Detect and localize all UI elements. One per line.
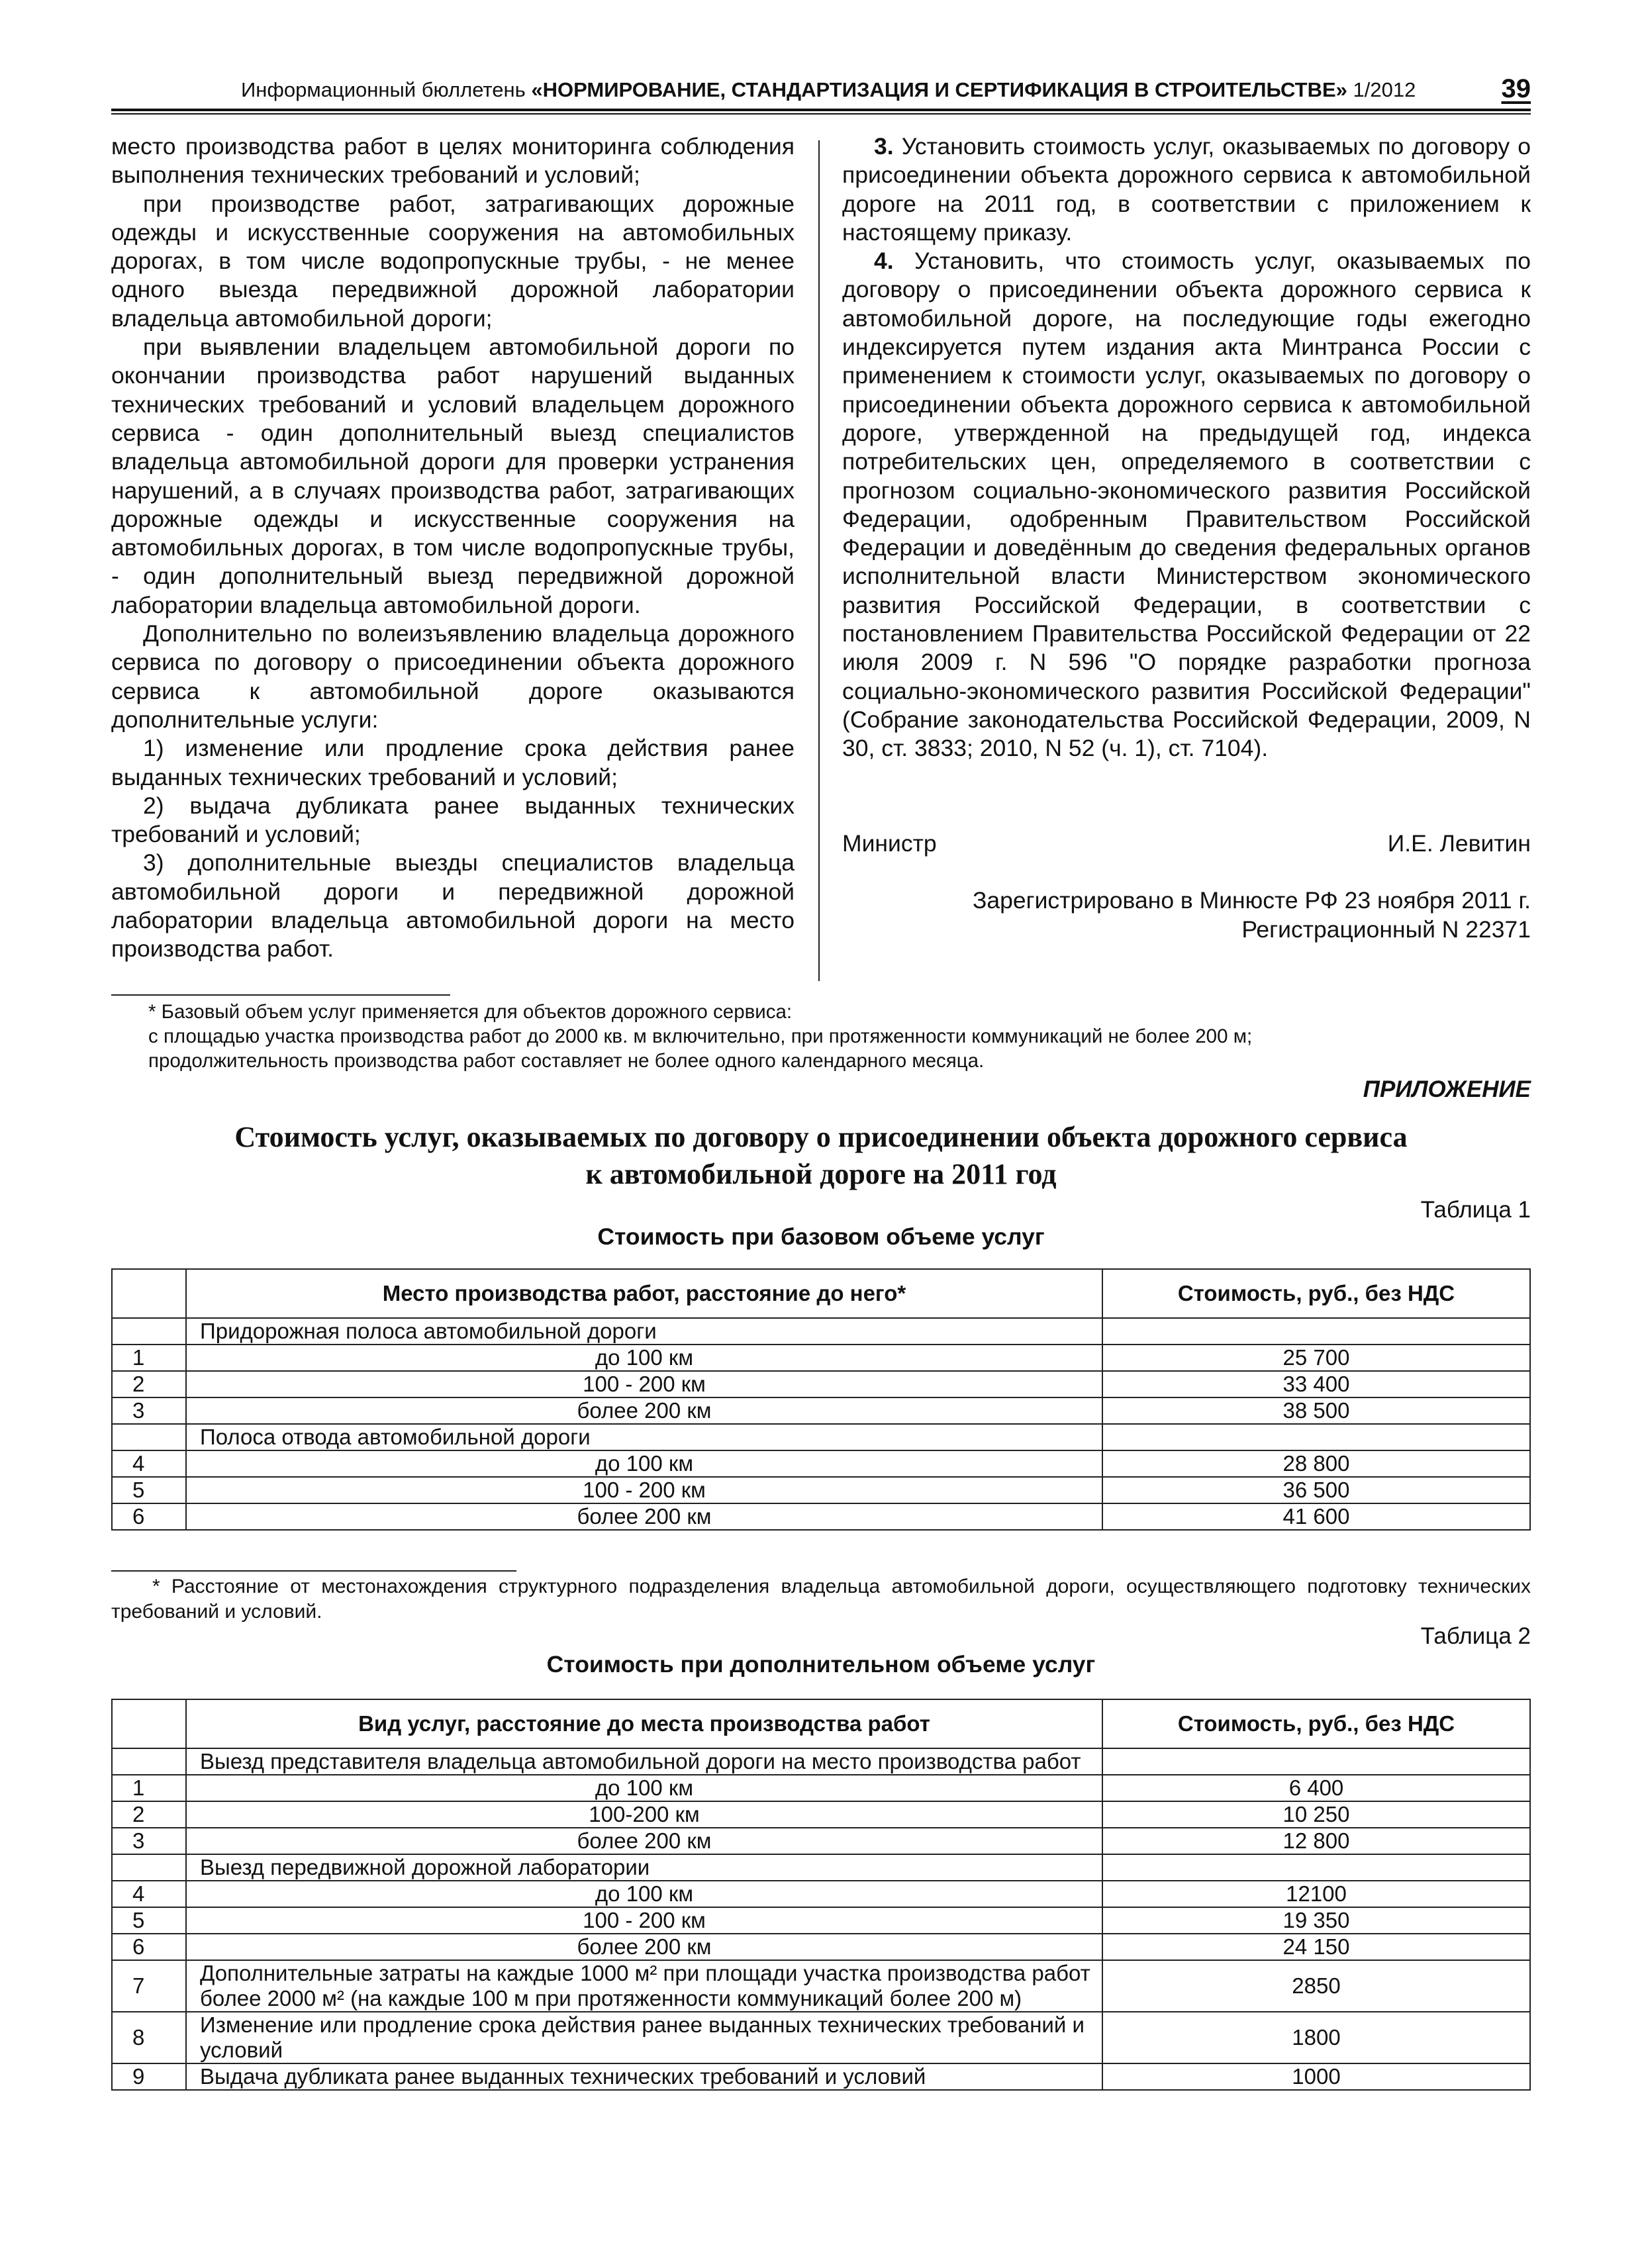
group-label: Выезд представителя владельца автомобильной дороги на место производства работ: [186, 1748, 1102, 1775]
footnote-line: с площадью участка производства работ до 2000 кв. м включительно, при протяженности коммуникаций не более 200 м;: [148, 1025, 1253, 1047]
group-label: Выезд передвижной дорожной лаборатории: [186, 1854, 1102, 1881]
row-description: Изменение или продление срока действия ранее выданных технических требований и условий: [186, 2012, 1102, 2063]
row-number: 5: [112, 1907, 186, 1934]
table-header-row: [112, 1269, 1530, 1318]
row-cost: 28 800: [1102, 1450, 1530, 1477]
footnote-separator: [111, 1570, 516, 1572]
footnote-base-volume: [148, 1000, 1532, 1073]
header-cost: Стоимость, руб., без НДС: [1102, 1269, 1530, 1318]
row-number: 1: [112, 1345, 186, 1371]
registration-number: Регистрационный N 22371: [1241, 916, 1531, 943]
table-row: [112, 1477, 1530, 1503]
table-row: [112, 1960, 1530, 2012]
header-cost: Стоимость, руб., без НДС: [1102, 1699, 1530, 1748]
table-row: [112, 1934, 1530, 1960]
row-cost: 41 600: [1102, 1503, 1530, 1530]
clause-3: [842, 132, 1531, 247]
footnote-line: * Базовый объем услуг применяется для объектов дорожного сервиса:: [148, 1001, 793, 1023]
table-base-cost: [111, 1268, 1531, 1531]
table-row: [112, 1881, 1530, 1907]
row-cost: 2850: [1102, 1960, 1530, 2012]
header-rule: [111, 109, 1531, 111]
table-row: [112, 2012, 1530, 2063]
footnote-distance: [111, 1574, 1531, 1625]
page-header: [111, 74, 1531, 109]
table-row: [112, 2063, 1530, 2090]
header-service: Вид услуг, расстояние до места производства работ: [186, 1699, 1102, 1748]
row-cost: 12 800: [1102, 1828, 1530, 1854]
row-cost: 36 500: [1102, 1477, 1530, 1503]
bulletin-issue: 1/2012: [1347, 78, 1416, 101]
signatory-name: И.Е. Левитин: [1387, 830, 1531, 857]
row-description: более 200 км: [186, 1397, 1102, 1424]
footnote-line: продолжительность производства работ составляет не более одного календарного месяца.: [148, 1050, 985, 1072]
table2-caption: Стоимость при дополнительном объеме услуг: [546, 1651, 1096, 1677]
row-number: 2: [112, 1371, 186, 1397]
signatory-position: Министр: [842, 830, 937, 857]
row-cost: [1102, 1748, 1530, 1775]
table-row: [112, 1503, 1530, 1530]
row-description: до 100 км: [186, 1881, 1102, 1907]
row-description: до 100 км: [186, 1775, 1102, 1801]
paragraph: при выявлении владельцем автомобильной дороги по окончании производства работ нарушений выданных технических требований и условий владельцем дорожного сервиса - один дополнительный выезд специалистов владельца автомобильной дороги для проверки устранения нарушений, а в случаях производства работ, затрагивающих дорожные одежды и искусственные сооружения на автомобильных дорогах, в том числе водопропускные трубы, - один дополнительный выезд передвижной дорожной лаборатории владельца автомобильной дороги.: [111, 334, 795, 618]
appendix-label: ПРИЛОЖЕНИЕ: [1363, 1076, 1531, 1102]
row-number: 2: [112, 1801, 186, 1828]
row-cost: [1102, 1854, 1530, 1881]
right-column: [842, 132, 1531, 763]
row-cost: [1102, 1424, 1530, 1450]
clause-number: 3.: [874, 133, 894, 160]
row-number: 5: [112, 1477, 186, 1503]
table-additional-cost: [111, 1699, 1531, 2091]
registration-date: Зарегистрировано в Минюсте РФ 23 ноября 2011 г.: [972, 887, 1531, 914]
row-cost: 19 350: [1102, 1907, 1530, 1934]
row-number: 1: [112, 1775, 186, 1801]
paragraph: 1) изменение или продление срока действия ранее выданных технических требований и условий;: [111, 735, 795, 790]
table1-caption: Стоимость при базовом объеме услуг: [597, 1223, 1045, 1250]
paragraph: место производства работ в целях мониторинга соблюдения выполнения технических требований и условий;: [111, 133, 795, 189]
row-cost: 1800: [1102, 2012, 1530, 2063]
table-group-row: [112, 1424, 1530, 1450]
table-row: [112, 1450, 1530, 1477]
table-row: [112, 1345, 1530, 1371]
table-row: [112, 1907, 1530, 1934]
group-label: Придорожная полоса автомобильной дороги: [186, 1318, 1102, 1345]
clause-4: [842, 247, 1531, 763]
footnote-text: * Расстояние от местонахождения структурного подразделения владельца автомобильной дороги, осуществляющего подготовку технических требований и условий.: [111, 1576, 1531, 1623]
paragraph: Дополнительно по волеизъявлению владельца дорожного сервиса по договору о присоединении объекта дорожного сервиса к автомобильной дороге оказываются дополнительные услуги:: [111, 620, 795, 733]
row-cost: 24 150: [1102, 1934, 1530, 1960]
table-row: [112, 1801, 1530, 1828]
row-description: Дополнительные затраты на каждые 1000 м² при площади участка производства работ более 2000 м² (на каждые 100 м при протяженности коммуникаций более 200 м): [186, 1960, 1102, 2012]
group-label: Полоса отвода автомобильной дороги: [186, 1424, 1102, 1450]
bulletin-title: [241, 78, 1416, 102]
row-number: 3: [112, 1828, 186, 1854]
paragraph: 2) выдача дубликата ранее выданных технических требований и условий;: [111, 792, 795, 848]
table-header-row: [112, 1699, 1530, 1748]
row-cost: 25 700: [1102, 1345, 1530, 1371]
clause-text: Установить, что стоимость услуг, оказываемых по договору о присоединении объекта дорожного сервиса к автомобильной дороге, на последующие годы ежегодно индексируется путем издания акта Минтранса России с применением к стоимости услуг, оказываемых по договору о присоединении объекта дорожного сервиса к автомобильной дороге, утвержденной на предыдущей год, индекса потребительских цен, определяемого в соответствии с прогнозом социально-экономического развития Российской Федерации, одобренным Правительством Российской Федерации и доведённым до сведения федеральных органов исполнительной власти Министерством экономического развития Российской Федерации, в соответствии с постановлением Правительства Российской Федерации от 22 июля 2009 г. N 596 "О порядке разработки прогноза социально-экономического развития Российской Федерации" (Собрание законодательства Российской Федерации, 2009, N 30, ст. 3833; 2010, N 52 (ч. 1), ст. 7104).: [842, 248, 1531, 762]
row-description: до 100 км: [186, 1450, 1102, 1477]
table-row: [112, 1775, 1530, 1801]
registration-note: [973, 886, 1531, 944]
row-cost: 33 400: [1102, 1371, 1530, 1397]
row-description: 100-200 км: [186, 1801, 1102, 1828]
paragraph: 3) дополнительные выезды специалистов владельца автомобильной дороги и передвижной дорожной лаборатории владельца автомобильной дороги на место производства работ.: [111, 849, 795, 963]
bulletin-prefix: Информационный бюллетень: [241, 78, 532, 101]
left-column: [111, 132, 795, 964]
row-number: 4: [112, 1450, 186, 1477]
table-row: [112, 1371, 1530, 1397]
row-cost: 38 500: [1102, 1397, 1530, 1424]
clause-text: Установить стоимость услуг, оказываемых по договору о присоединении объекта дорожного сервиса к автомобильной дороге на 2011 год, в соответствии с приложением к настоящему приказу.: [842, 133, 1531, 246]
row-cost: [1102, 1318, 1530, 1345]
page-number: 39: [1501, 74, 1531, 103]
table-row: [112, 1828, 1530, 1854]
row-number: [112, 1424, 186, 1450]
row-description: более 200 км: [186, 1503, 1102, 1530]
row-number: 6: [112, 1503, 186, 1530]
row-cost: 12100: [1102, 1881, 1530, 1907]
footnote-separator: [111, 994, 450, 996]
bulletin-name: «НОРМИРОВАНИЕ, СТАНДАРТИЗАЦИЯ И СЕРТИФИКАЦИЯ В СТРОИТЕЛЬСТВЕ»: [531, 78, 1347, 101]
row-cost: 1000: [1102, 2063, 1530, 2090]
title-line: Стоимость услуг, оказываемых по договору о присоединении объекта дорожного сервиса: [234, 1121, 1408, 1153]
row-cost: 6 400: [1102, 1775, 1530, 1801]
row-number: [112, 1318, 186, 1345]
table2-label: Таблица 2: [1420, 1623, 1531, 1649]
row-description: Выдача дубликата ранее выданных технических требований и условий: [186, 2063, 1102, 2090]
appendix-title: [111, 1119, 1531, 1193]
row-number: 6: [112, 1934, 186, 1960]
row-number: 3: [112, 1397, 186, 1424]
row-description: более 200 км: [186, 1828, 1102, 1854]
column-divider: [818, 140, 820, 981]
table-group-row: [112, 1854, 1530, 1881]
table-group-row: [112, 1318, 1530, 1345]
row-description: более 200 км: [186, 1934, 1102, 1960]
row-cost: 10 250: [1102, 1801, 1530, 1828]
row-description: до 100 км: [186, 1345, 1102, 1371]
row-number: 9: [112, 2063, 186, 2090]
row-description: 100 - 200 км: [186, 1477, 1102, 1503]
row-number: 8: [112, 2012, 186, 2063]
table-row: [112, 1397, 1530, 1424]
row-number: [112, 1854, 186, 1881]
header-rule-thin: [111, 113, 1531, 115]
row-number: 7: [112, 1960, 186, 2012]
clause-number: 4.: [874, 248, 894, 275]
title-line: к автомобильной дороге на 2011 год: [585, 1158, 1057, 1190]
header-num: [112, 1269, 186, 1318]
header-place: Место производства работ, расстояние до него*: [186, 1269, 1102, 1318]
table1-label: Таблица 1: [1420, 1197, 1531, 1223]
row-description: 100 - 200 км: [186, 1907, 1102, 1934]
paragraph: при производстве работ, затрагивающих дорожные одежды и искусственные сооружения на автомобильных дорогах, в том числе водопропускные трубы, - не менее одного выезда передвижной дорожной лаборатории владельца автомобильной дороги;: [111, 190, 795, 332]
row-number: [112, 1748, 186, 1775]
row-number: 4: [112, 1881, 186, 1907]
row-description: 100 - 200 км: [186, 1371, 1102, 1397]
table-group-row: [112, 1748, 1530, 1775]
header-num: [112, 1699, 186, 1748]
